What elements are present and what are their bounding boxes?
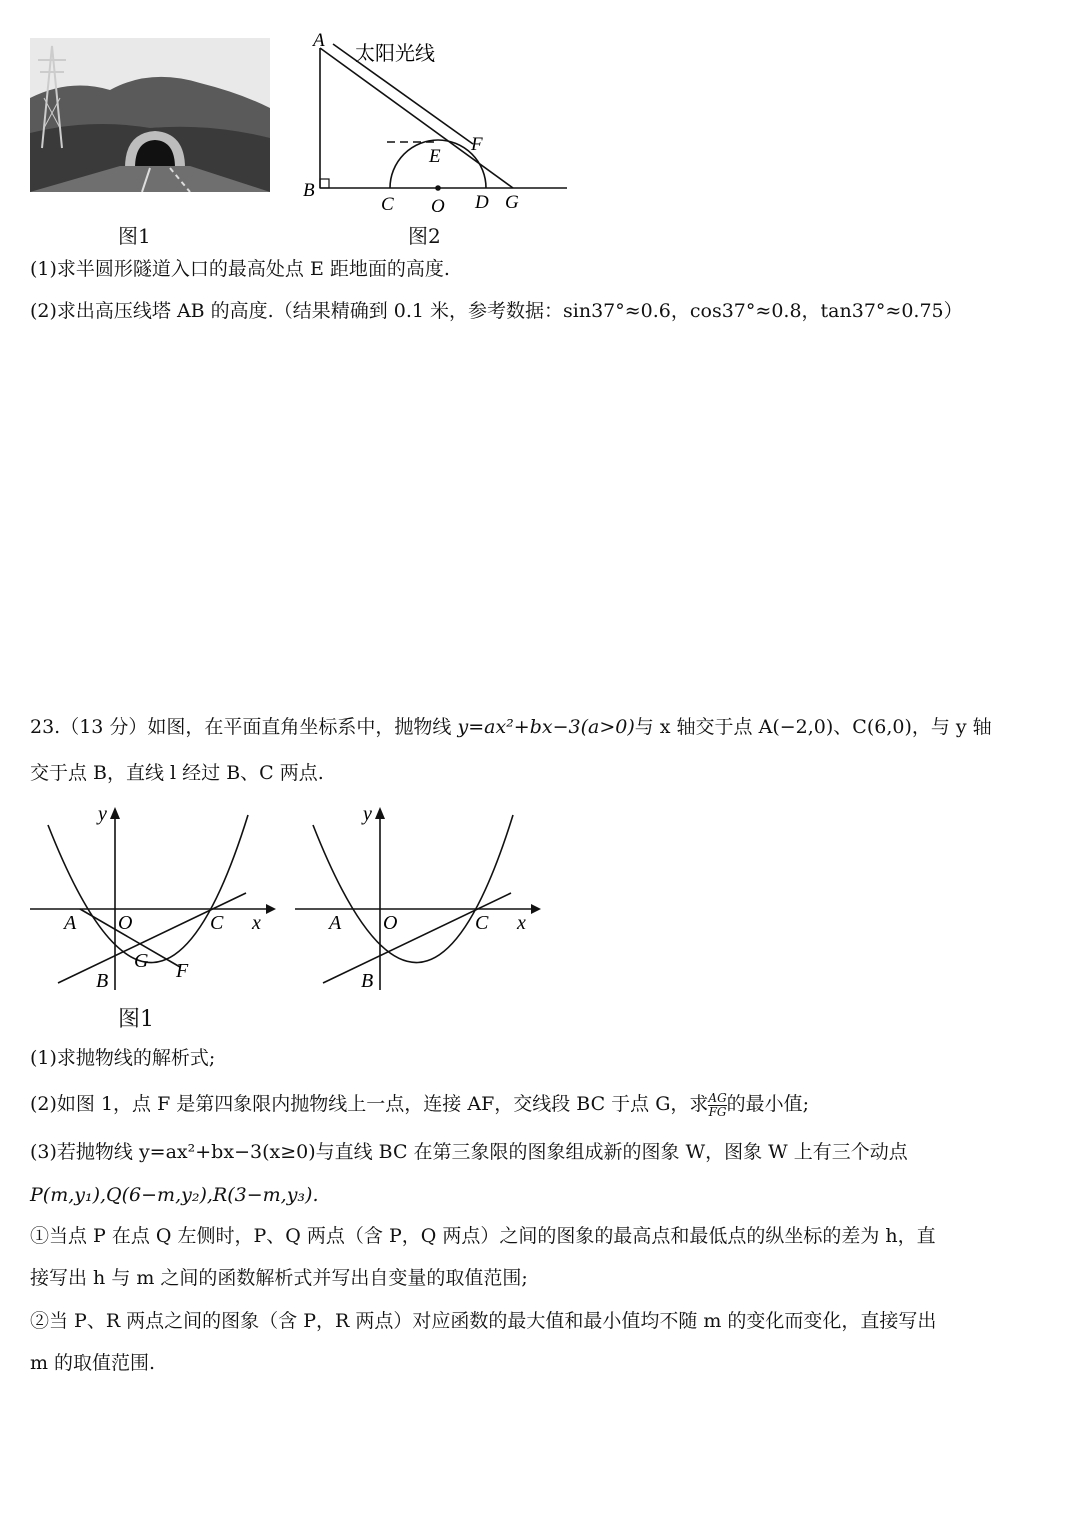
q23-header-a: 23.（13 分）如图，在平面直角坐标系中，抛物线 [30, 716, 458, 738]
g2-c-label: C [475, 912, 489, 934]
g2-o-label: O [383, 912, 398, 934]
g1-a-label: A [64, 912, 77, 934]
g1-o-label: O [118, 912, 133, 934]
sun-ray-label: 太阳光线 [355, 41, 435, 65]
fraction-denominator: FG [708, 1104, 727, 1119]
q23-sub3-line2: P(m,y₁),Q(6−m,y₂),R(3−m,y₃). [30, 1184, 319, 1206]
g2-x-label: x [517, 912, 526, 934]
q23-sub2 [30, 1089, 809, 1119]
q23-header-b: 与 x 轴交于点 A(−2,0)、C(6,0)，与 y 轴 [634, 716, 992, 738]
q23-formula: y=ax²+bx−3(a>0) [457, 716, 635, 738]
ag-over-fg-fraction [708, 1092, 726, 1119]
g1-f-label: F [176, 960, 189, 982]
q23-header [30, 712, 992, 742]
point-o-label: O [431, 196, 445, 217]
point-g-label: G [505, 192, 519, 213]
q23-sub1: (1)求抛物线的解析式; [30, 1047, 216, 1069]
g1-x-label: x [252, 912, 261, 934]
q23-fig1-caption: 图1 [118, 1007, 154, 1032]
figure-2-caption: 图2 [408, 224, 441, 248]
q23-sub2-b: 的最小值; [726, 1093, 810, 1115]
g1-y-label: y [98, 805, 107, 825]
q23-sub2-a: (2)如图 1，点 F 是第四象限内抛物线上一点，连接 AF，交线段 BC 于点 G，求 [30, 1093, 709, 1115]
q23-graph-1 [28, 805, 278, 995]
point-d-label: D [475, 192, 489, 213]
g1-b-label: B [96, 970, 109, 992]
q23-line2: 交于点 B，直线 l 经过 B、C 两点. [30, 762, 324, 784]
q23-graph-2 [293, 805, 543, 995]
q22-part2: (2)求出高压线塔 AB 的高度.（结果精确到 0.1 米，参考数据：sin37°≈0.6，cos37°≈0.8，tan37°≈0.75） [30, 300, 963, 322]
q22-part1: (1)求半圆形隧道入口的最高处点 E 距地面的高度. [30, 258, 450, 280]
tunnel-photo [30, 38, 270, 192]
g1-c-label: C [210, 912, 224, 934]
q23-case1-line2: 接写出 h 与 m 之间的函数解析式并写出自变量的取值范围; [30, 1267, 528, 1289]
photo-caption: 图1 [118, 224, 151, 248]
point-e-label: E [429, 146, 441, 167]
point-f-label: F [471, 134, 483, 155]
g2-b-label: B [361, 970, 374, 992]
q23-case1-line1: ①当点 P 在点 Q 左侧时，P、Q 两点（含 P，Q 两点）之间的图象的最高点和最低点的纵坐标的差为 h，直 [30, 1225, 936, 1247]
g1-g-label: G [134, 950, 149, 972]
g2-y-label: y [363, 805, 372, 825]
figure-2-diagram [295, 30, 575, 220]
point-c-label: C [381, 194, 394, 215]
q23-case2-line1: ②当 P、R 两点之间的图象（含 P，R 两点）对应函数的最大值和最小值均不随 m 的变化而变化，直接写出 [30, 1310, 937, 1332]
q23-case2-line2: m 的取值范围. [30, 1352, 156, 1374]
point-a-label: A [313, 30, 325, 51]
q23-sub3-line1: (3)若抛物线 y=ax²+bx−3(x≥0)与直线 BC 在第三象限的图象组成新的图象 W，图象 W 上有三个动点 [30, 1141, 908, 1163]
fraction-numerator: AG [708, 1090, 727, 1105]
point-b-label: B [303, 180, 315, 201]
g2-a-label: A [329, 912, 342, 934]
